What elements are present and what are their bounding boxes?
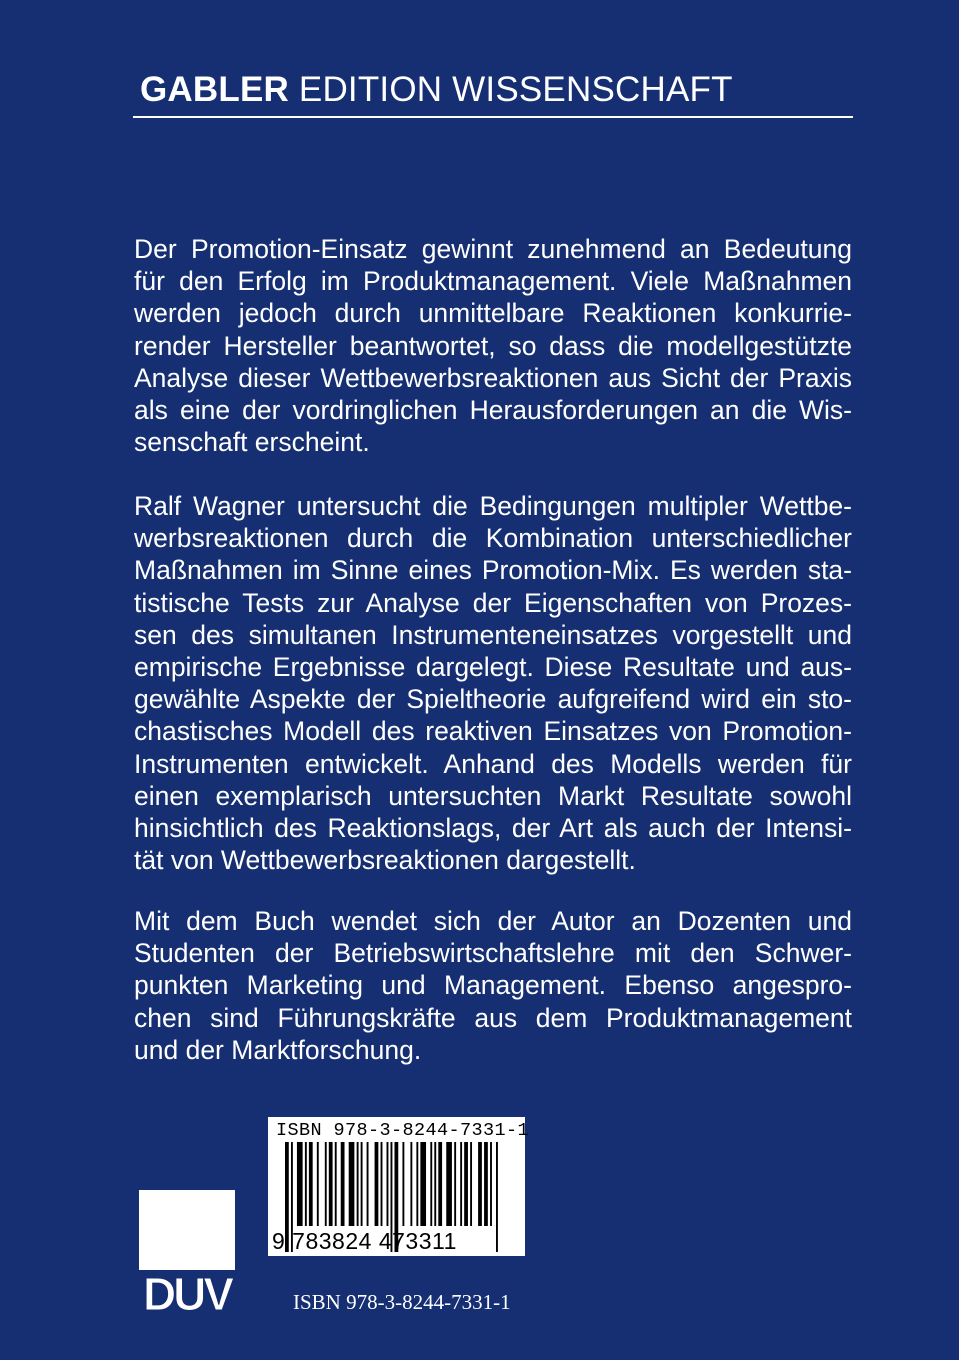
text-line: als eine der vordringlichen Herausforderungen an die Wis- [134,395,852,426]
barcode-bar [387,1142,389,1226]
barcode-bar [361,1142,363,1226]
barcode-bar [496,1142,498,1252]
series-brand: GABLER [140,70,289,109]
barcode-bar [410,1142,412,1226]
barcode-bar [329,1142,333,1226]
description-paragraph-3 [134,905,852,1066]
barcode-bar [297,1142,303,1226]
barcode-bar [430,1142,432,1226]
barcode-bar [478,1142,482,1226]
barcode-bar [357,1142,359,1226]
barcode-bar [367,1142,369,1226]
text-line: für den Erfolg im Produktmanagement. Viele Maßnahmen [134,266,852,297]
text-line: Mit dem Buch wendet sich der Autor an Dozenten und [134,906,852,936]
text-line: Der Promotion-Einsatz gewinnt zunehmend an Bedeutung [134,234,852,264]
barcode-bar [349,1142,355,1226]
barcode [268,1117,530,1256]
text-line: und der Marktforschung. [134,1034,422,1065]
text-line: chastisches Modell des reaktiven Einsatzes von Promotion- [134,716,852,747]
barcode-bar [490,1142,492,1226]
text-line: tät von Wettbewerbsreaktionen dargestellt. [134,845,636,876]
barcode-bar [317,1142,319,1226]
text-line: gewählte Aspekte der Spieltheorie aufgreifend wird ein sto- [134,684,852,715]
text-line: render Hersteller beantwortet, so dass die modellgestützte [134,330,852,361]
barcode-bar [335,1142,337,1226]
barcode-bar [402,1142,404,1226]
publisher-logo-text: DUV [142,1268,232,1313]
series-divider [133,116,853,118]
barcode-bar [470,1142,472,1226]
barcode-bar [420,1142,426,1226]
text-line: tistische Tests zur Analyse der Eigenschaften von Prozes- [134,587,852,618]
text-line: einen exemplarisch untersuchten Markt Resultate sowohl [134,780,852,811]
text-line: punkten Marketing und Management. Ebenso angespro- [134,970,852,1001]
barcode-bar [484,1142,488,1226]
text-line: chen sind Führungskräfte aus dem Produktmanagement [134,1002,852,1033]
text-line: Maßnahmen im Sinne eines Promotion-Mix. Es werden sta- [134,555,852,586]
text-line: hinsichtlich des Reaktionslags, der Art als auch der Intensi- [134,813,852,844]
barcode-bar [438,1142,442,1226]
barcode-bar [341,1142,345,1226]
barcode-bar [416,1142,418,1226]
series-name: EDITION WISSENSCHAFT [288,70,733,109]
barcode-bar [460,1142,462,1226]
barcode-digits: 9 783824 473311 [272,1228,457,1254]
series-title [140,70,733,110]
barcode-isbn-label: ISBN 978-3-8244-7331-1 [276,1120,530,1141]
isbn-text: ISBN 978-3-8244-7331-1 [293,1290,511,1314]
barcode-bar [464,1142,468,1226]
text-line: Studenten der Betriebswirtschaftslehre mit den Schwer- [134,938,852,969]
text-line: werden jedoch durch unmittelbare Reaktionen konkurrie- [134,298,852,329]
text-line: Analyse dieser Wettbewerbsreaktionen aus Sicht der Praxis [134,362,852,393]
text-line: Instrumenten entwickelt. Anhand des Modells werden für [134,748,852,779]
barcode-bar [375,1142,379,1226]
barcode-bar [325,1142,327,1226]
barcode-bar [454,1142,456,1226]
text-line: empirische Ergebnisse dargelegt. Diese Resultate und aus- [134,652,852,683]
description-paragraph-1 [134,233,852,458]
text-line: sen des simultanen Instrumenteneinsatzes vorgestellt und [134,619,852,650]
description-paragraph-2 [134,490,852,876]
text-line: werbsreaktionen durch die Kombination unterschiedlicher [134,523,852,554]
barcode-bar [305,1142,307,1226]
text-line: senschaft erscheint. [134,427,370,458]
publisher-logo-block [139,1190,235,1270]
barcode-bar [434,1142,436,1226]
barcode-bar [446,1142,452,1226]
barcode-bar [381,1142,383,1226]
text-line: Ralf Wagner untersucht die Bedingungen multipler Wettbe- [134,491,852,521]
publisher-logo [139,1190,235,1313]
barcode-bar [309,1142,313,1226]
